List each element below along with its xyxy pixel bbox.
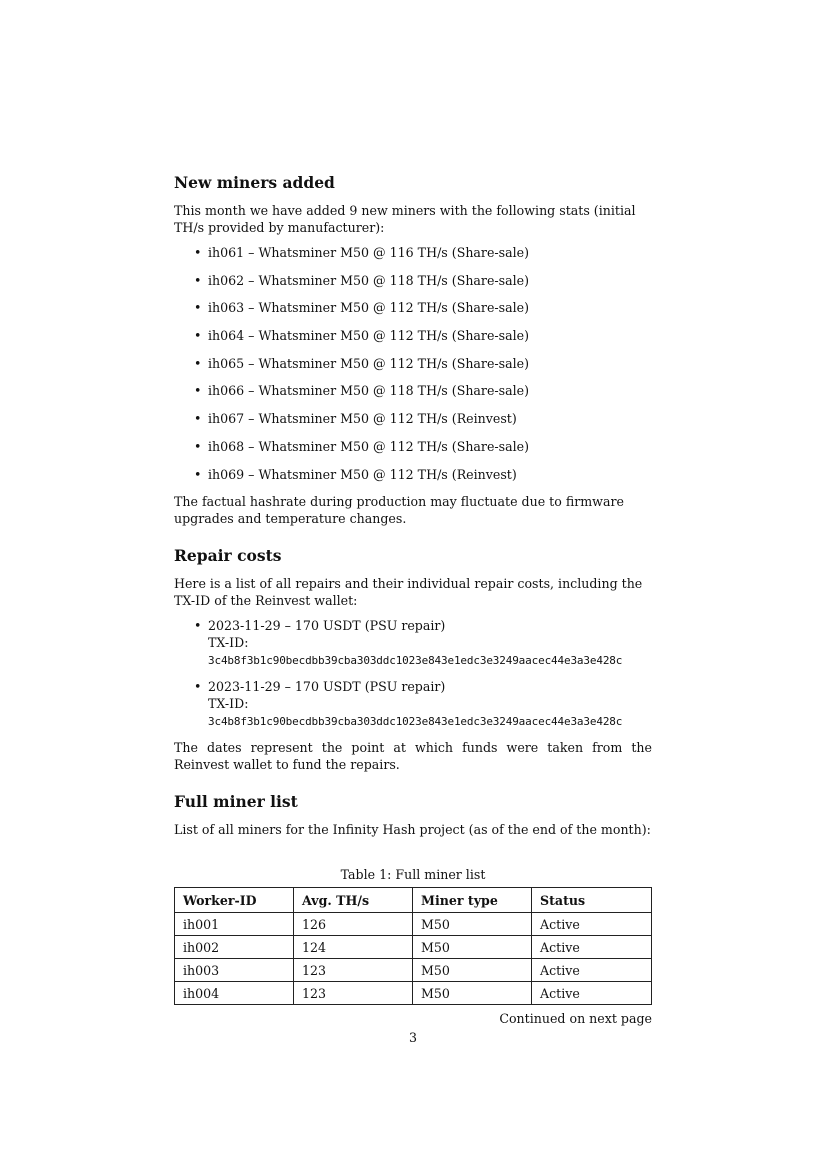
continued-note: Continued on next page [499, 1011, 652, 1027]
full-list-intro: List of all miners for the Infinity Hash project (as of the end of the month): [174, 822, 651, 838]
list-item [174, 244, 652, 261]
heading-repair-costs: Repair costs [174, 546, 282, 566]
avg-ths-cell: 123 [294, 959, 413, 982]
txid-value: 3c4b8f3b1c90becdbb39cba303ddc1023e843e1edc3e3249aacec44e3a3e428c [208, 715, 623, 729]
worker-id-cell: ih002 [175, 936, 294, 959]
page-content [174, 172, 652, 1026]
status-cell: Active [532, 936, 652, 959]
miner-type-cell: M50 [413, 936, 532, 959]
bullet-icon: • [194, 300, 202, 316]
list-item [174, 438, 652, 455]
status-cell: Active [532, 913, 652, 936]
list-item [174, 678, 652, 730]
list-item [174, 327, 652, 344]
miner-item-text: ih064 – Whatsminer M50 @ 112 TH/s (Share-sale) [208, 328, 530, 344]
miner-item-text: ih066 – Whatsminer M50 @ 118 TH/s (Share-sale) [208, 383, 530, 399]
miner-type-cell: M50 [413, 982, 532, 1005]
bullet-icon: • [194, 245, 202, 260]
list-item [174, 382, 652, 399]
status-cell: Active [532, 959, 652, 982]
table-caption: Table 1: Full miner list [340, 867, 486, 883]
column-header-status: Status [532, 888, 652, 913]
list-item [174, 466, 652, 483]
hashrate-note: The factual hashrate during production may fluctuate due to firmware upgrades and temperature changes. [174, 494, 624, 527]
list-item [174, 272, 652, 289]
repair-list [174, 617, 652, 730]
miner-item-text: ih063 – Whatsminer M50 @ 112 TH/s (Share-sale) [208, 300, 530, 316]
new-miners-list [174, 244, 652, 483]
column-header-miner-type: Miner type [413, 888, 532, 913]
worker-id-cell: ih004 [175, 982, 294, 1005]
miner-table [174, 887, 652, 1005]
table-row [175, 959, 652, 982]
list-item [174, 410, 652, 427]
table-row [175, 936, 652, 959]
txid-value: 3c4b8f3b1c90becdbb39cba303ddc1023e843e1edc3e3249aacec44e3a3e428c [208, 654, 623, 668]
txid-label: TX-ID: [208, 696, 249, 712]
miner-type-cell: M50 [413, 959, 532, 982]
heading-full-miner-list: Full miner list [174, 792, 298, 812]
avg-ths-cell: 123 [294, 982, 413, 1005]
bullet-icon: • [194, 466, 202, 482]
column-header-worker-id: Worker-ID [175, 888, 294, 913]
list-item [174, 355, 652, 372]
bullet-icon: • [194, 438, 202, 454]
miner-item-text: ih068 – Whatsminer M50 @ 112 TH/s (Share-sale) [208, 438, 530, 454]
heading-new-miners: New miners added [174, 173, 335, 192]
miner-item-text: ih067 – Whatsminer M50 @ 112 TH/s (Reinvest) [208, 411, 517, 427]
miner-item-text: ih069 – Whatsminer M50 @ 112 TH/s (Reinvest) [208, 466, 517, 482]
worker-id-cell: ih001 [175, 913, 294, 936]
table-row [175, 982, 652, 1005]
avg-ths-cell: 124 [294, 936, 413, 959]
repair-line: 2023-11-29 – 170 USDT (PSU repair) [208, 618, 446, 634]
list-item [174, 299, 652, 316]
miner-item-text: ih061 – Whatsminer M50 @ 116 TH/s (Share-sale) [208, 245, 530, 260]
bullet-icon: • [194, 272, 202, 288]
bullet-icon: • [194, 355, 202, 371]
table-row [175, 913, 652, 936]
list-item [174, 617, 652, 669]
bullet-icon: • [194, 679, 202, 695]
column-header-avg-ths: Avg. TH/s [294, 888, 413, 913]
status-cell: Active [532, 982, 652, 1005]
txid-label: TX-ID: [208, 635, 249, 651]
bullet-icon: • [194, 618, 202, 634]
bullet-icon: • [194, 383, 202, 399]
repair-note: The dates represent the point at which funds were taken from the Reinvest wallet to fund the repairs. [174, 740, 652, 773]
repair-line: 2023-11-29 – 170 USDT (PSU repair) [208, 679, 446, 695]
table-header-row [175, 888, 652, 913]
bullet-icon: • [194, 328, 202, 344]
repair-intro: Here is a list of all repairs and their individual repair costs, including the TX-ID of the Reinvest wallet: [174, 576, 643, 609]
bullet-icon: • [194, 411, 202, 427]
worker-id-cell: ih003 [175, 959, 294, 982]
page-number: 3 [408, 1030, 417, 1045]
new-miners-intro: This month we have added 9 new miners with the following stats (initial TH/s provided by manufacturer): [174, 203, 636, 235]
miner-type-cell: M50 [413, 913, 532, 936]
avg-ths-cell: 126 [294, 913, 413, 936]
miner-item-text: ih065 – Whatsminer M50 @ 112 TH/s (Share-sale) [208, 355, 530, 371]
miner-item-text: ih062 – Whatsminer M50 @ 118 TH/s (Share-sale) [208, 272, 530, 288]
